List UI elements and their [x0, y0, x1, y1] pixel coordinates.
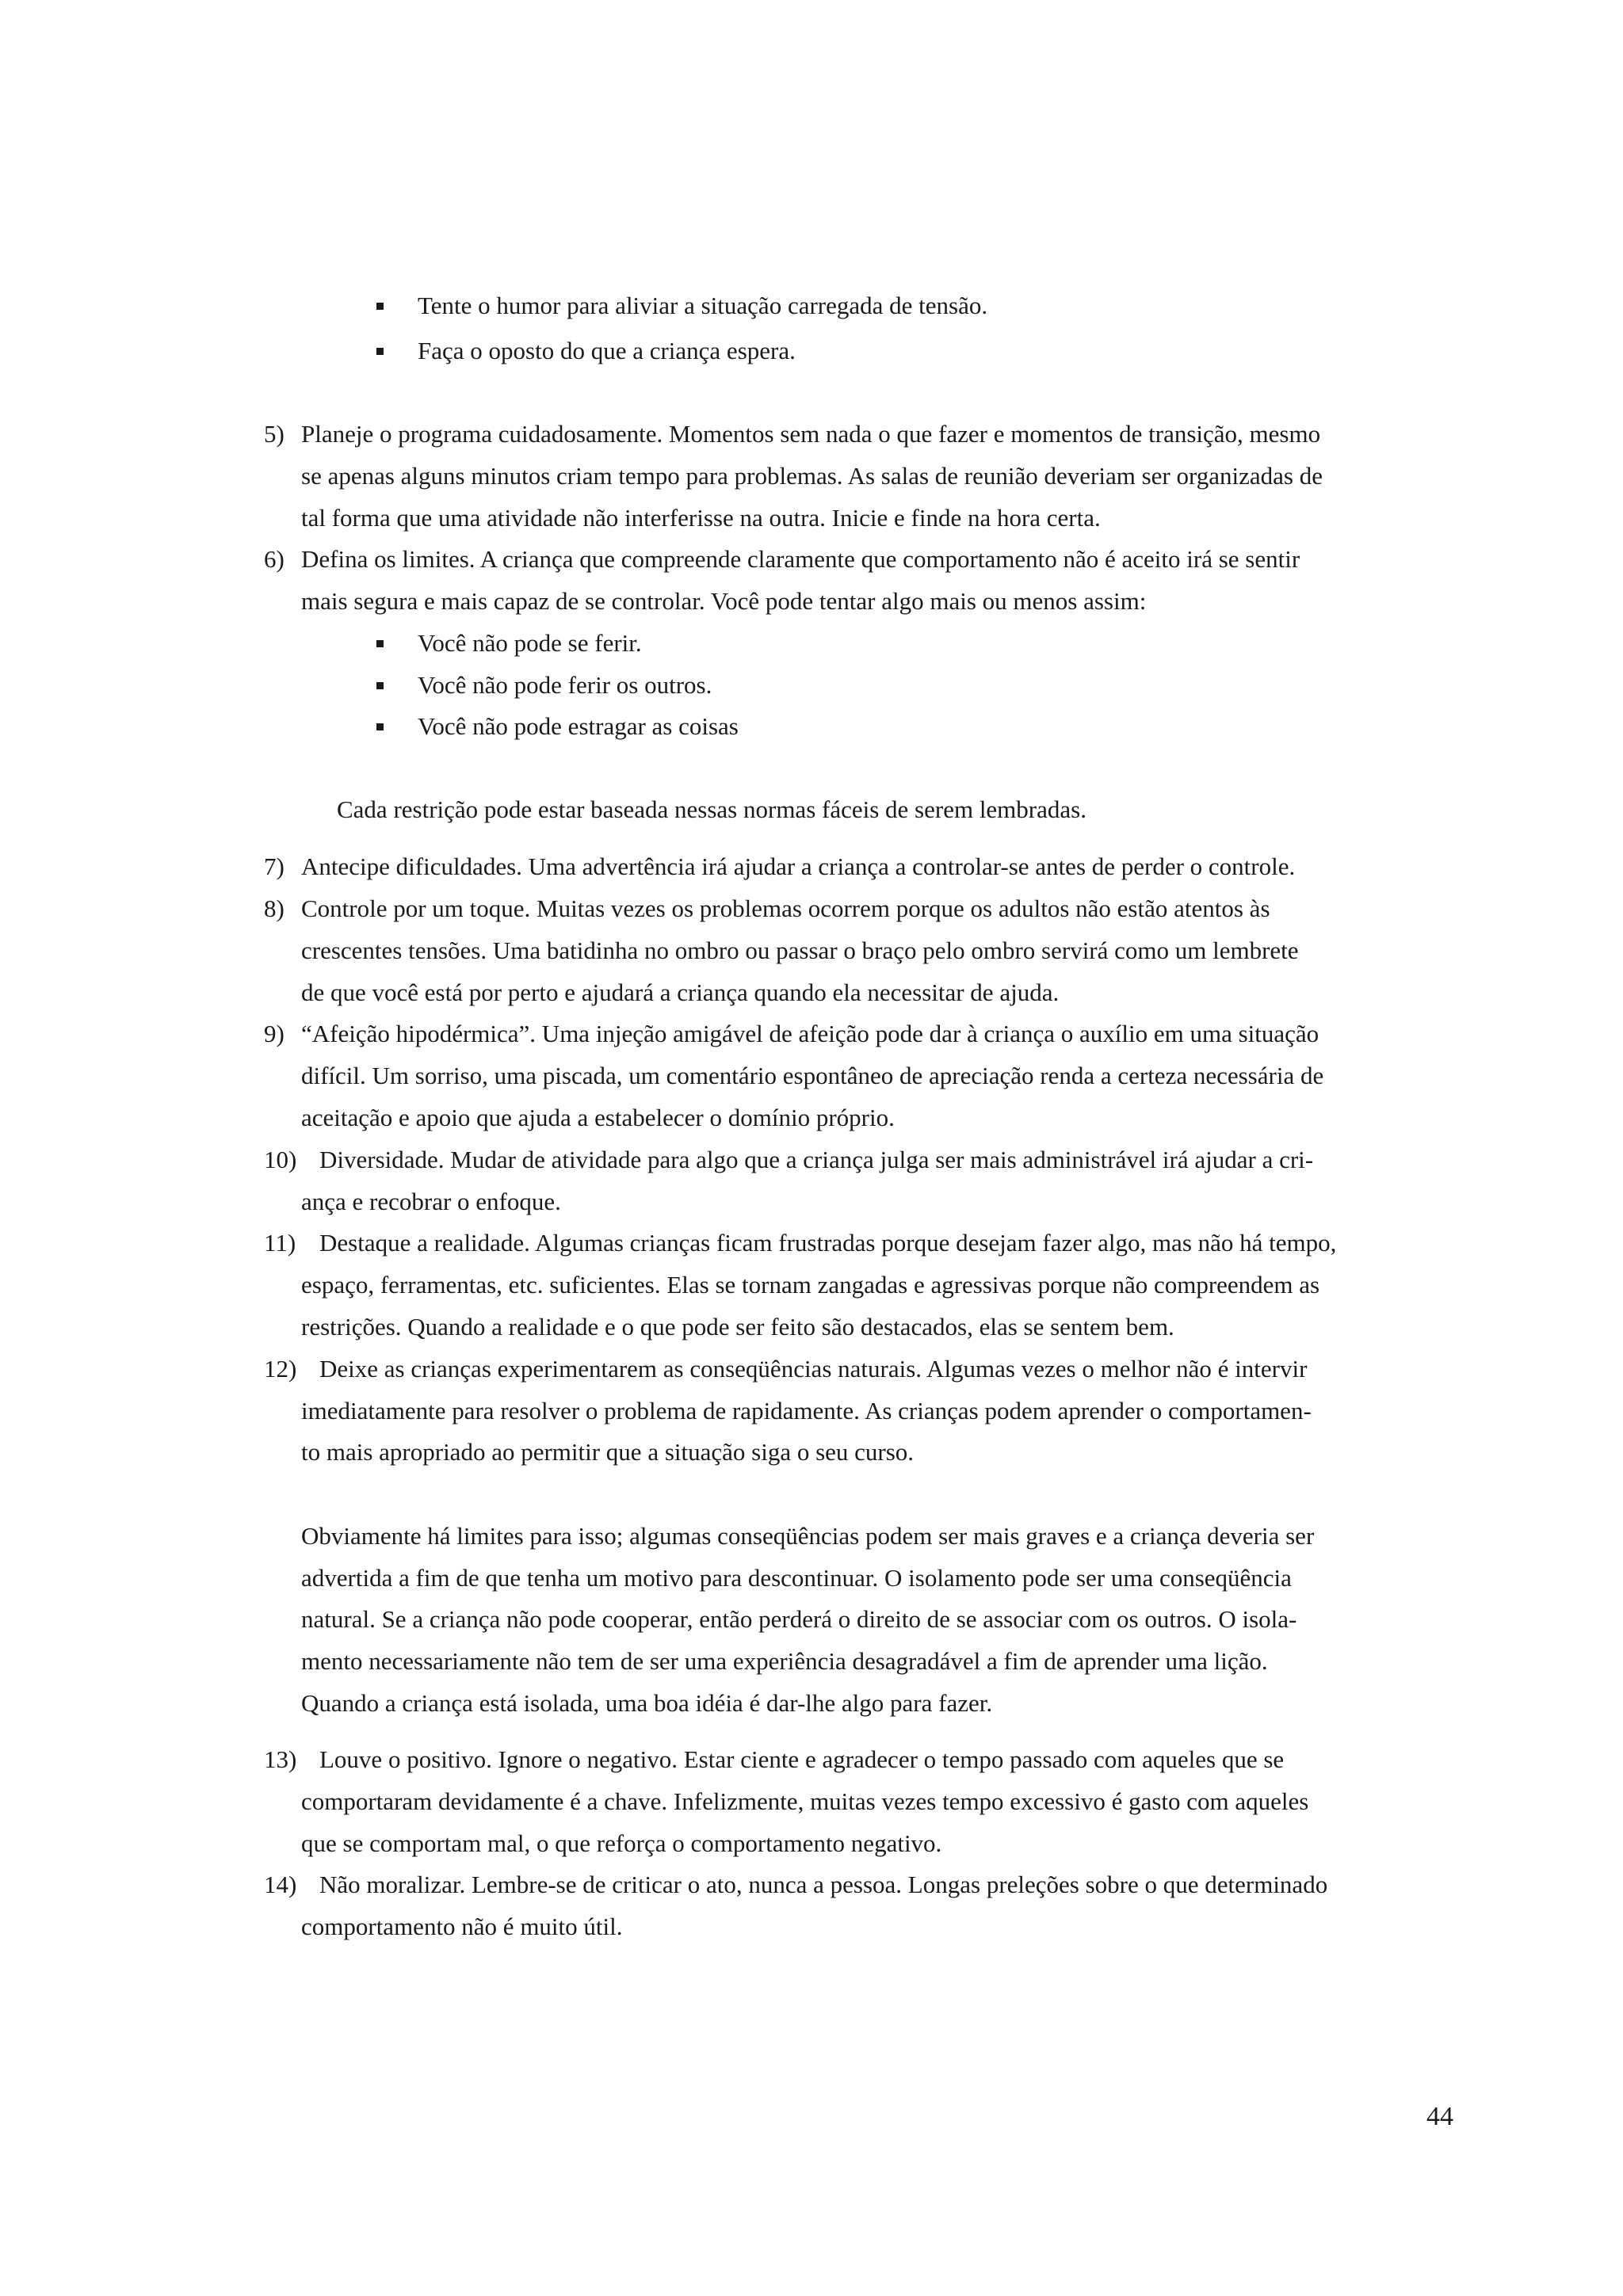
restriction-note: Cada restrição pode estar baseada nessas normas fáceis de serem lembradas. — [337, 795, 1086, 823]
bullet-icon — [376, 640, 384, 647]
item-line: imediatamente para resolver o problema de rapidamente. As crianças podem aprender o comportamen- — [301, 1397, 1312, 1425]
item-line: Louve o positivo. Ignore o negativo. Estar ciente e agradecer o tempo passado com aqueles que se — [319, 1745, 1285, 1773]
item-number: 14) — [264, 1871, 297, 1898]
item-number: 6) — [264, 545, 285, 573]
item-line: Não moralizar. Lembre-se de criticar o ato, nunca a pessoa. Longas preleções sobre o que determinado — [319, 1871, 1328, 1898]
item-extra-line: mento necessariamente não tem de ser uma experiência desagradável a fim de aprender uma lição. — [301, 1647, 1268, 1675]
bullet-icon — [376, 348, 384, 355]
item-number: 5) — [264, 420, 285, 448]
item-line: se apenas alguns minutos criam tempo para problemas. As salas de reunião deveriam ser organizadas de — [301, 462, 1323, 490]
item-line: mais segura e mais capaz de se controlar. Você pode tentar algo mais ou menos assim: — [301, 587, 1147, 615]
item-line: aceitação e apoio que ajuda a estabelecer o domínio próprio. — [301, 1104, 895, 1131]
item-line: de que você está por perto e ajudará a criança quando ela necessitar de ajuda. — [301, 978, 1060, 1006]
item-number: 12) — [264, 1355, 297, 1383]
item-line: ança e recobrar o enfoque. — [301, 1188, 561, 1215]
item-line: comportaram devidamente é a chave. Infelizmente, muitas vezes tempo excessivo é gasto com aqueles — [301, 1787, 1309, 1815]
item-line: Diversidade. Mudar de atividade para algo que a criança julga ser mais administrável irá ajudar a cri- — [319, 1146, 1314, 1173]
item-line: comportamento não é muito útil. — [301, 1913, 623, 1940]
item-line: crescentes tensões. Uma batidinha no ombro ou passar o braço pelo ombro servirá como um lembrete — [301, 936, 1299, 964]
item-extra-line: Quando a criança está isolada, uma boa idéia é dar-lhe algo para fazer. — [301, 1689, 993, 1717]
bullet-text: Você não pode se ferir. — [418, 629, 642, 657]
bullet-text: Você não pode estragar as coisas — [418, 712, 739, 740]
item-line: Planeje o programa cuidadosamente. Momentos sem nada o que fazer e momentos de transição, mesmo — [301, 420, 1321, 448]
item-line: Destaque a realidade. Algumas crianças ficam frustradas porque desejam fazer algo, mas não há tempo, — [319, 1229, 1337, 1257]
bullet-text: Faça o oposto do que a criança espera. — [418, 337, 796, 364]
item-extra-line: Obviamente há limites para isso; algumas conseqüências podem ser mais graves e a criança deveria ser — [301, 1522, 1315, 1550]
item-number: 11) — [264, 1229, 296, 1257]
item-line: restrições. Quando a realidade e o que pode ser feito são destacados, elas se sentem bem. — [301, 1313, 1174, 1341]
item-line: Antecipe dificuldades. Uma advertência irá ajudar a criança a controlar-se antes de perder o controle. — [301, 852, 1296, 880]
item-line: Defina os limites. A criança que compreende claramente que comportamento não é aceito irá se sentir — [301, 545, 1300, 573]
item-line: “Afeição hipodérmica”. Uma injeção amigável de afeição pode dar à criança o auxílio em uma situação — [301, 1020, 1319, 1047]
bullet-text: Você não pode ferir os outros. — [418, 671, 712, 699]
item-number: 7) — [264, 852, 285, 880]
item-number: 9) — [264, 1020, 285, 1047]
item-line: tal forma que uma atividade não interferisse na outra. Inicie e finde na hora certa. — [301, 504, 1101, 532]
item-number: 8) — [264, 894, 285, 922]
page-number: 44 — [1426, 2102, 1453, 2131]
item-line: espaço, ferramentas, etc. suficientes. Elas se tornam zangadas e agressivas porque não compreendem as — [301, 1271, 1320, 1299]
item-line: Deixe as crianças experimentarem as conseqüências naturais. Algumas vezes o melhor não é intervir — [319, 1355, 1308, 1383]
item-line: to mais apropriado ao permitir que a situação siga o seu curso. — [301, 1438, 915, 1466]
item-line: que se comportam mal, o que reforça o comportamento negativo. — [301, 1829, 942, 1857]
bullet-icon — [376, 723, 384, 730]
item-number: 13) — [264, 1745, 297, 1773]
item-extra-line: advertida a fim de que tenha um motivo para descontinuar. O isolamento pode ser uma conseqüência — [301, 1564, 1292, 1592]
item-extra-line: natural. Se a criança não pode cooperar, então perderá o direito de se associar com os outros. O isola- — [301, 1605, 1297, 1633]
bullet-icon — [376, 303, 384, 310]
bullet-icon — [376, 682, 384, 689]
bullet-text: Tente o humor para aliviar a situação carregada de tensão. — [418, 292, 988, 319]
item-number: 10) — [264, 1146, 297, 1173]
item-line: difícil. Um sorriso, uma piscada, um comentário espontâneo de apreciação renda a certeza necessária de — [301, 1062, 1324, 1089]
item-line: Controle por um toque. Muitas vezes os problemas ocorrem porque os adultos não estão atentos às — [301, 894, 1270, 922]
